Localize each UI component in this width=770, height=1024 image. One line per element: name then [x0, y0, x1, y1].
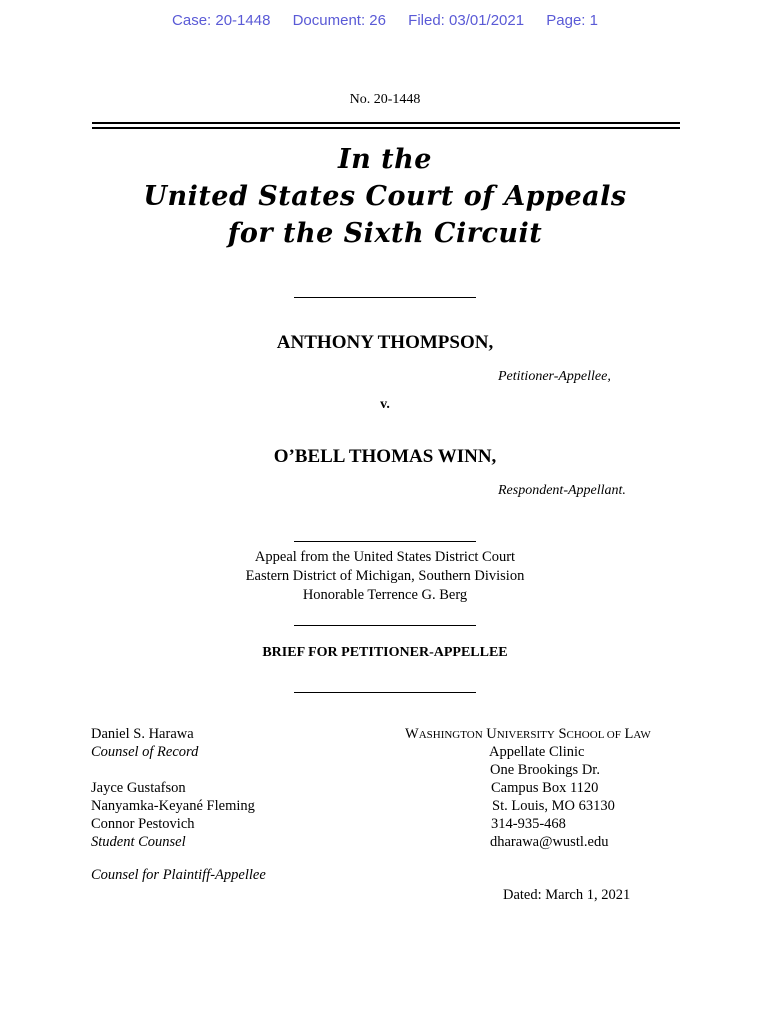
counsel-for-party: Counsel for Plaintiff-Appellee [91, 867, 266, 883]
page-number-stamp: Page: 1 [546, 12, 598, 29]
brief-title: BRIEF FOR PETITIONER-APPELLEE [262, 645, 508, 660]
section-divider [294, 692, 476, 693]
ecf-filing-header [0, 12, 770, 29]
clinic-name: Appellate Clinic [489, 744, 585, 760]
clinic-email: dharawa@wustl.edu [490, 834, 609, 850]
docket-number: No. 20-1448 [349, 92, 421, 107]
title-rule-bottom [92, 127, 680, 129]
student-counsel-role: Student Counsel [91, 834, 186, 850]
case-number-stamp: Case: 20-1448 [172, 12, 271, 29]
petitioner-role: Petitioner-Appellee, [498, 369, 611, 384]
versus-label: v. [380, 397, 390, 412]
court-title-line-2: United States Court of Appeals [143, 181, 627, 212]
section-divider [294, 541, 476, 542]
section-divider [294, 625, 476, 626]
clinic-box: Campus Box 1120 [491, 780, 599, 796]
student-counsel-name: Jayce Gustafson [91, 780, 186, 796]
appeal-from-line: Appeal from the United States District Court [254, 549, 516, 565]
clinic-city: St. Louis, MO 63130 [492, 798, 615, 814]
student-counsel-name: Connor Pestovich [91, 816, 195, 832]
document-number-stamp: Document: 26 [292, 12, 386, 29]
section-divider [294, 297, 476, 298]
clinic-street: One Brookings Dr. [490, 762, 600, 778]
respondent-role: Respondent-Appellant. [498, 483, 626, 498]
court-title-line-3: for the Sixth Circuit [227, 218, 543, 249]
counsel-of-record-name: Daniel S. Harawa [91, 726, 194, 742]
petitioner-name: ANTHONY THOMPSON, [276, 332, 494, 353]
district-line: Eastern District of Michigan, Southern Division [245, 568, 525, 584]
counsel-of-record-role: Counsel of Record [91, 744, 199, 760]
filed-date-stamp: Filed: 03/01/2021 [408, 12, 525, 29]
title-rule-top [92, 122, 680, 124]
student-counsel-name: Nanyamka-Keyané Fleming [91, 798, 255, 814]
clinic-phone: 314-935-468 [491, 816, 566, 832]
court-title-line-1: In the [338, 144, 432, 175]
date-line: Dated: March 1, 2021 [503, 887, 631, 903]
respondent-name: O’BELL THOMAS WINN, [273, 446, 497, 467]
judge-line: Honorable Terrence G. Berg [302, 587, 468, 603]
school-name: WASHINGTON UNIVERSITY SCHOOL OF LAW [405, 726, 651, 742]
